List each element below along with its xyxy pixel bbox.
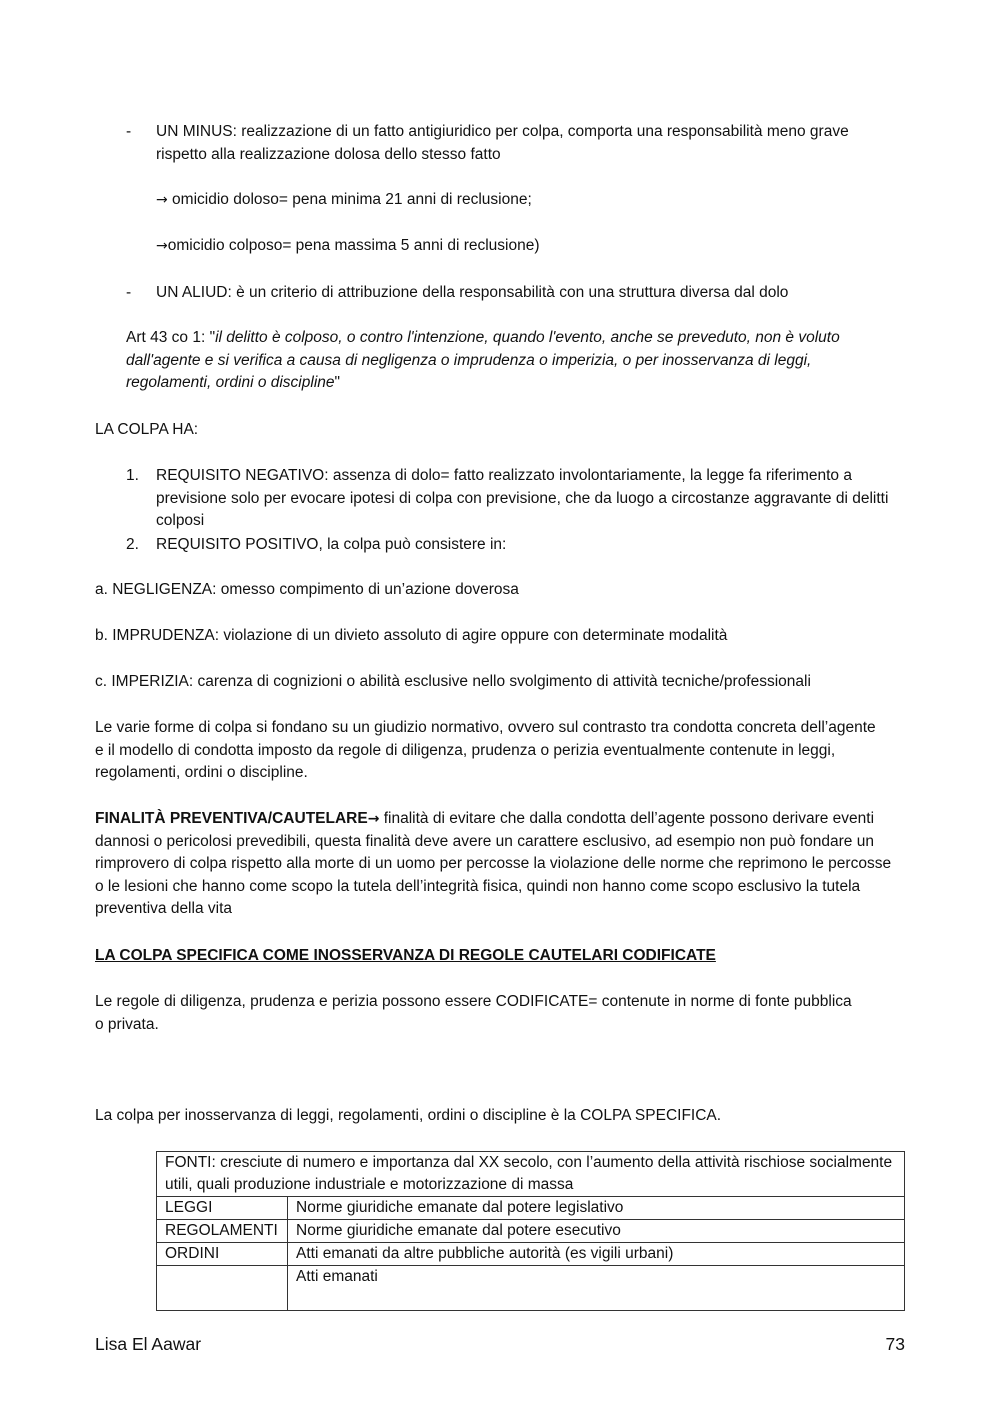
finalita-paragraph [95,808,895,921]
regole-paragraph: Le regole di diligenza, prudenza e perizia possono essere CODIFICATE= contenute in norme di fonte pubblica o privata. [95,993,852,1033]
bullet-dash: - [126,123,132,140]
bullet-dash: - [126,284,132,301]
minus-paragraph: UN MINUS: realizzazione di un fatto antigiuridico per colpa, comporta una responsabilità meno grave rispetto alla realizzazione dolosa dello stesso fatto [156,123,849,163]
varie-forme-paragraph: Le varie forme di colpa si fondano su un giudizio normativo, ovvero sul contrasto tra condotta concreta dell’agente e il modello di condotta imposto da regole di diligenza, prudenza o perizia eventualmente contenute in leggi, regolamenti, ordini o discipline. [95,719,876,781]
section-heading: LA COLPA SPECIFICA COME INOSSERVANZA DI REGOLE CAUTELARI CODIFICATE [95,947,716,964]
arrow-right-icon: → [156,238,168,254]
table-header-row [157,1152,905,1197]
table-cell-value: Atti emanati da altre pubbliche autorità (es vigili urbani) [288,1243,905,1266]
colpa-specifica-paragraph: La colpa per inosservanza di leggi, regolamenti, ordini o discipline è la COLPA SPECIFICA. [95,1107,722,1124]
table-cell-key [157,1266,288,1311]
art43-paragraph [126,327,886,395]
list-number: 1. [126,467,139,484]
colpa-ha-label: LA COLPA HA: [95,421,199,438]
list-number: 2. [126,536,139,553]
imperizia-item: c. IMPERIZIA: carenza di cognizioni o abilità esclusive nello svolgimento di attività tecniche/professionali [95,673,811,690]
doloso-text: omicidio doloso= pena minima 21 anni di reclusione; [167,191,532,208]
table-cell-key: REGOLAMENTI [157,1220,288,1243]
table-cell-value: Norme giuridiche emanate dal potere legislativo [288,1197,905,1220]
finalita-label: FINALITÀ PREVENTIVA/CAUTELARE [95,810,368,827]
table-cell-key: LEGGI [157,1197,288,1220]
arrow-right-icon: → [156,192,168,208]
table-row [157,1197,905,1220]
colposo-text: omicidio colposo= pena massima 5 anni di reclusione) [167,237,540,254]
table-header-cell: FONTI: cresciute di numero e importanza dal XX secolo, con l’aumento della attività rischiose socialmente utili, quali produzione industriale e motorizzazione di massa [157,1152,905,1197]
page-number: 73 [885,1334,905,1354]
table-cell-value: Norme giuridiche emanate dal potere esecutivo [288,1220,905,1243]
fonti-table [156,1151,905,1311]
arrow-right-icon: → [367,811,380,827]
aliud-paragraph: UN ALIUD: è un criterio di attribuzione della responsabilità con una struttura diversa dal dolo [156,284,789,301]
table-cell-key: ORDINI [157,1243,288,1266]
art43-suffix: " [334,374,341,391]
minus-colposo-line [156,235,916,258]
table-row [157,1266,905,1311]
table-cell-value: Atti emanati [288,1266,905,1311]
art43-prefix: Art 43 co 1: " [126,329,216,346]
art43-quote: il delitto è colposo, o contro l'intenzione, quando l'evento, anche se preveduto, non è voluto dall'agente e si verifica a causa di negligenza o imprudenza o imperizia, o per inosservanza di leggi, regolamenti, ordini o discipline [126,329,840,391]
table-row [157,1243,905,1266]
negligenza-item: a. NEGLIGENZA: omesso compimento di un’azione doverosa [95,581,519,598]
minus-doloso-line [156,189,916,212]
footer-author: Lisa El Aawar [95,1334,202,1354]
table-row [157,1220,905,1243]
imprudenza-item: b. IMPRUDENZA: violazione di un divieto assoluto di agire oppure con determinate modalità [95,627,728,644]
requisito-positivo: REQUISITO POSITIVO, la colpa può consistere in: [156,536,507,553]
requisito-negativo: REQUISITO NEGATIVO: assenza di dolo= fatto realizzato involontariamente, la legge fa riferimento a previsione solo per evocare ipotesi di colpa con previsione, che da luogo a circostanze aggravante di delitti colposi [156,467,889,529]
finalita-text: finalità di evitare che dalla condotta dell’agente possono derivare eventi dannosi o pericolosi prevedibili, questa finalità deve avere un carattere esclusivo, ad esempio non può fondare un rimprovero di colpa rispetto alla morte di un uomo per percosse la violazione delle norme che reprimono le percosse o le lesioni che hanno come scopo la tutela dell’integrità fisica, quindi non hanno come scopo esclusivo la tutela preventiva della vita [95,810,892,917]
